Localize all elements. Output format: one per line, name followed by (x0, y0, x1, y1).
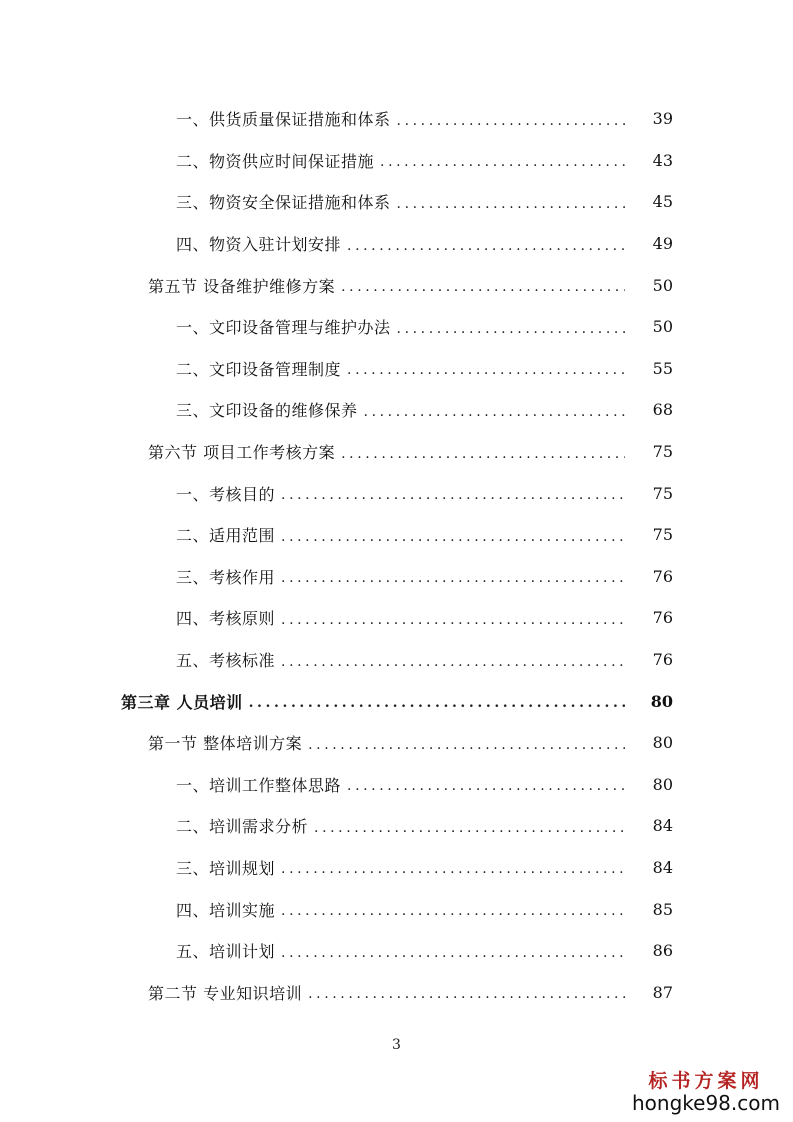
toc-entry-title: 五、培训计划 (176, 942, 276, 962)
toc-entry[interactable] (0, 805, 793, 847)
toc-entry-title: 二、物资供应时间保证措施 (176, 151, 375, 171)
toc-leader-dots (314, 821, 625, 835)
toc-entry-page: 50 (652, 275, 673, 295)
page-number: 3 (392, 1037, 401, 1053)
toc-entry-title: 第一节 整体培训方案 (148, 734, 303, 754)
toc-entry[interactable] (0, 472, 793, 514)
toc-entry-title: 四、考核原则 (176, 609, 276, 629)
watermark-logo (631, 1071, 781, 1114)
toc-entry-title: 三、培训规划 (176, 858, 276, 878)
toc-leader-dots (281, 946, 625, 960)
toc-entry-title: 第五节 设备维护维修方案 (148, 276, 336, 296)
toc-entry-title: 二、文印设备管理制度 (176, 359, 342, 379)
toc-leader-dots (347, 779, 625, 793)
toc-entry-page: 80 (652, 733, 673, 753)
toc-leader-dots (281, 655, 625, 669)
toc-leader-dots (281, 904, 625, 918)
watermark-url: hongke98.com (632, 1091, 780, 1115)
toc-entry-page: 49 (652, 234, 673, 254)
toc-leader-dots (308, 987, 625, 1001)
toc-entry[interactable] (0, 98, 793, 140)
toc-entry[interactable] (0, 140, 793, 182)
toc-entry-page: 39 (652, 109, 673, 129)
toc-leader-dots (397, 322, 625, 336)
toc-leader-dots (281, 488, 625, 502)
toc-entry-title: 二、培训需求分析 (176, 817, 309, 837)
toc-entry-page: 75 (652, 442, 673, 462)
toc-entry[interactable] (0, 764, 793, 806)
toc-entry[interactable] (0, 348, 793, 390)
toc-entry-title: 四、培训实施 (176, 900, 276, 920)
toc-entry-page: 75 (652, 483, 673, 503)
toc-entry-page: 68 (652, 400, 673, 420)
toc-entry-page: 50 (652, 317, 673, 337)
toc-entry[interactable] (0, 181, 793, 223)
toc-entry-title: 三、文印设备的维修保养 (176, 401, 358, 421)
toc-entry-page: 80 (652, 774, 673, 794)
toc-leader-dots (281, 571, 625, 585)
toc-entry-title: 一、考核目的 (176, 484, 276, 504)
toc-leader-dots (347, 239, 625, 253)
toc-leader-dots (308, 738, 625, 752)
toc-entry-page: 76 (652, 650, 673, 670)
toc-entry-title: 一、文印设备管理与维护办法 (176, 318, 391, 338)
toc-leader-dots (281, 862, 625, 876)
toc-entry-title: 四、物资入驻计划安排 (176, 235, 342, 255)
toc-entry[interactable] (0, 223, 793, 265)
toc-entry-title: 三、物资安全保证措施和体系 (176, 193, 391, 213)
toc-entry-title: 一、培训工作整体思路 (176, 775, 342, 795)
toc-section-entry[interactable] (0, 264, 793, 306)
toc-entry-page: 45 (652, 192, 673, 212)
toc-entry-page: 80 (650, 691, 673, 711)
toc-entry-page: 86 (652, 941, 673, 961)
toc-entry[interactable] (0, 597, 793, 639)
toc-entry-page: 76 (652, 566, 673, 586)
toc-section-entry[interactable] (0, 431, 793, 473)
toc-entry-page: 84 (652, 816, 673, 836)
toc-entry-page: 87 (652, 982, 673, 1002)
toc-section-entry[interactable] (0, 722, 793, 764)
toc-entry-title: 第六节 项目工作考核方案 (148, 443, 336, 463)
toc-entry-title: 五、考核标准 (176, 651, 276, 671)
toc-entry-page: 75 (652, 525, 673, 545)
toc-leader-dots (249, 696, 625, 710)
toc-leader-dots (341, 447, 625, 461)
toc-entry-page: 84 (652, 857, 673, 877)
toc-leader-dots (397, 197, 625, 211)
toc-entry-title: 第三章 人员培训 (121, 692, 243, 712)
toc-entry[interactable] (0, 514, 793, 556)
toc-leader-dots (347, 363, 625, 377)
toc-leader-dots (364, 405, 625, 419)
toc-entry-page: 55 (652, 358, 673, 378)
watermark-title: 标书方案网 (648, 1070, 764, 1093)
toc-entry-page: 85 (652, 899, 673, 919)
toc-entry[interactable] (0, 556, 793, 598)
toc-entry-title: 二、适用范围 (176, 526, 276, 546)
toc-leader-dots (397, 114, 625, 128)
toc-entry[interactable] (0, 888, 793, 930)
toc-entry-page: 76 (652, 608, 673, 628)
toc-entry[interactable] (0, 389, 793, 431)
toc-leader-dots (380, 155, 625, 169)
toc-entry-title: 三、考核作用 (176, 567, 276, 587)
toc-chapter-entry[interactable] (0, 680, 793, 722)
toc-entry[interactable] (0, 847, 793, 889)
table-of-contents (0, 98, 793, 1013)
toc-entry[interactable] (0, 639, 793, 681)
toc-entry[interactable] (0, 930, 793, 972)
toc-entry-title: 第二节 专业知识培训 (148, 983, 303, 1003)
toc-entry-title: 一、供货质量保证措施和体系 (176, 110, 391, 130)
toc-entry-page: 43 (652, 150, 673, 170)
toc-leader-dots (281, 530, 625, 544)
toc-leader-dots (281, 613, 625, 627)
toc-leader-dots (341, 280, 625, 294)
toc-section-entry[interactable] (0, 971, 793, 1013)
toc-entry[interactable] (0, 306, 793, 348)
